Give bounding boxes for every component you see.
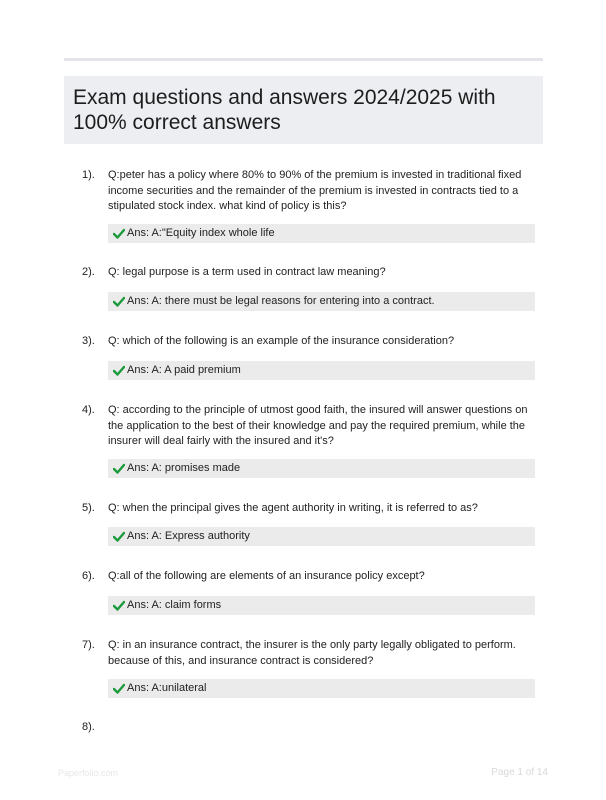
- check-icon: [113, 683, 125, 694]
- question-number: 6).: [82, 570, 95, 582]
- question-text: Q: in an insurance contract, the insurer is the only party legally obligated to perform. because of this, and insurance contract is considered?: [108, 639, 516, 667]
- question-number: 1).: [82, 169, 95, 181]
- question-number: 4).: [82, 404, 95, 416]
- document-title: Exam questions and answers 2024/2025 with 100% correct answers: [73, 86, 496, 134]
- question-text: Q: legal purpose is a term used in contract law meaning?: [108, 266, 386, 278]
- check-icon: [113, 600, 125, 611]
- question-text: Q: when the principal gives the agent authority in writing, it is referred to as?: [108, 502, 478, 514]
- answer-text: Ans: A: there must be legal reasons for entering into a contract.: [127, 295, 435, 307]
- question-number: 5).: [82, 502, 95, 514]
- answer-text: Ans: A: A paid premium: [127, 364, 241, 376]
- answer-bar: [108, 527, 535, 546]
- footer-watermark: Paperfolio.com: [58, 768, 119, 778]
- answer-bar: [108, 224, 535, 243]
- answer-bar: [108, 459, 535, 478]
- question-text: Q:peter has a policy where 80% to 90% of the premium is invested in traditional fixed income securities and the remainder of the premium is invested in contracts tied to a stipulated stock index. what kind of policy is this?: [108, 169, 522, 212]
- question-number: 3).: [82, 335, 95, 347]
- answer-bar: [108, 679, 535, 698]
- question-number: 2).: [82, 266, 95, 278]
- page-indicator: Page 1 of 14: [491, 767, 548, 778]
- title-banner: [64, 76, 543, 144]
- check-icon: [113, 365, 125, 376]
- question-number: 8).: [82, 721, 95, 733]
- answer-bar: [108, 596, 535, 615]
- answer-text: Ans: A:"Equity index whole life: [127, 227, 275, 239]
- question-text: Q: according to the principle of utmost good faith, the insured will answer questions on the application to the best of their knowledge and pay the required premium, while the insurer will deal fairly with the insured and it's?: [108, 404, 528, 447]
- answer-bar: [108, 292, 535, 311]
- answer-text: Ans: A: Express authority: [127, 530, 250, 542]
- top-divider: [64, 58, 543, 61]
- check-icon: [113, 531, 125, 542]
- check-icon: [113, 228, 125, 239]
- answer-text: Ans: A: claim forms: [127, 599, 222, 611]
- question-text: Q:all of the following are elements of an insurance policy except?: [108, 570, 425, 582]
- answer-text: Ans: A:unilateral: [127, 682, 207, 694]
- check-icon: [113, 463, 125, 474]
- check-icon: [113, 296, 125, 307]
- answer-bar: [108, 361, 535, 380]
- question-number: 7).: [82, 639, 95, 651]
- answer-text: Ans: A: promises made: [127, 462, 241, 474]
- question-text: Q: which of the following is an example of the insurance consideration?: [108, 335, 455, 347]
